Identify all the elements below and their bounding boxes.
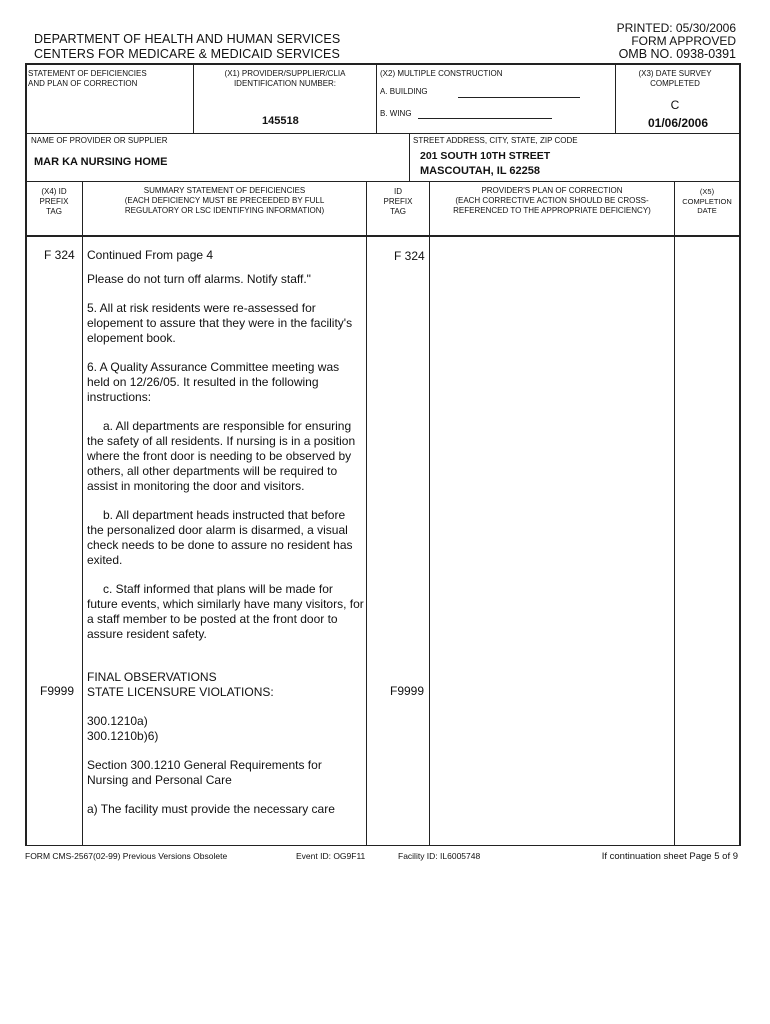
form-left-border (25, 63, 27, 846)
summary-statement-header: SUMMARY STATEMENT OF DEFICIENCIES (EACH DEFICIENCY MUST BE PRECEEDED BY FULL REGULATORY OR LSC IDENTIFYING INFORMATION) (124, 186, 325, 215)
survey-completed-date: 01/06/2006 (647, 116, 709, 130)
tag-f324-right: F 324 (394, 249, 425, 263)
printed-date: PRINTED: 05/30/2006 (616, 21, 736, 35)
building-underline (458, 97, 580, 98)
x2-wing-label: B. WING (380, 109, 412, 118)
agency-line-1: DEPARTMENT OF HEALTH AND HUMAN SERVICES (34, 32, 341, 46)
tag-f324-left: F 324 (44, 248, 75, 262)
plan-of-correction-header: PROVIDER'S PLAN OF CORRECTION (EACH CORRECTIVE ACTION SHOULD BE CROSS- REFERENCED TO THE APPROPRIATE DEFICIENCY) (453, 186, 651, 215)
wing-underline (418, 118, 552, 119)
x4-id-prefix-header: (X4) ID PREFIX TAG (39, 187, 69, 216)
provider-id-number: 145518 (262, 115, 299, 127)
form-approved: FORM APPROVED (631, 34, 736, 48)
regulation-ref-2: 300.1210b)6) (87, 729, 159, 743)
form-number: FORM CMS-2567(02-99) Previous Versions Obsolete (25, 851, 228, 861)
street-address: 201 SOUTH 10TH STREET (420, 150, 551, 162)
form-bottom-border (25, 845, 740, 846)
city-state-zip: MASCOUTAH, IL 62258 (420, 165, 541, 177)
continued-line: Continued From page 4 (87, 248, 214, 262)
column-divider-id (429, 181, 430, 845)
box1-divider-2 (376, 63, 377, 133)
column-divider-x4 (82, 181, 83, 845)
form-approval-block (617, 22, 736, 61)
tag-f9999-left: F9999 (40, 684, 75, 698)
state-licensure-violations: STATE LICENSURE VIOLATIONS: (87, 685, 274, 699)
event-id: Event ID: OG9F11 (296, 851, 366, 861)
statement-label: STATEMENT OF DEFICIENCIES AND PLAN OF CORRECTION (28, 69, 147, 88)
omb-number: OMB NO. 0938-0391 (618, 47, 736, 61)
requirement-a: a) The facility must provide the necessary care (87, 802, 335, 816)
agency-line-2: CENTERS FOR MEDICARE & MEDICAID SERVICES (34, 47, 340, 61)
form-top-border (25, 63, 740, 65)
box2-divider (409, 133, 410, 181)
column-divider-plan (674, 181, 675, 845)
facility-id: Facility ID: IL6005748 (398, 851, 481, 861)
address-label: STREET ADDRESS, CITY, STATE, ZIP CODE (413, 136, 578, 145)
alarm-notice: Please do not turn off alarms. Notify staff." (87, 272, 311, 286)
completion-date-header: (X5) COMPLETION DATE (682, 187, 732, 215)
column-header-bottom-border (25, 235, 740, 237)
item-6c: c. Staff informed that plans will be made for future events, which similarly have many visitors, for a staff member to be posted at the front door to assure resident safety. (87, 582, 364, 641)
form-right-border (739, 63, 741, 846)
id-prefix-header: ID PREFIX TAG (383, 187, 413, 216)
agency-name (34, 32, 340, 62)
item-6b: b. All department heads instructed that before the personalized door alarm is disarmed, a visual check needs to be done to assure no resident has exited. (87, 508, 353, 567)
item-6: 6. A Quality Assurance Committee meeting was held on 12/26/05. It resulted in the following instructions: (87, 360, 340, 404)
tag-f9999-right: F9999 (390, 684, 425, 698)
column-divider-summary (366, 181, 367, 845)
survey-code: C (670, 98, 680, 112)
item-6a: a. All departments are responsible for ensuring the safety of all residents. If nursing is in a position where the front door is needing to be observed by others, all other departments will be required to assist in monitoring the door and visitors. (87, 419, 356, 493)
continuation-sheet: If continuation sheet Page 5 of 9 (601, 851, 738, 862)
summary-statement-text (87, 248, 364, 817)
regulation-ref-1: 300.1210a) (87, 714, 148, 728)
final-observations: FINAL OBSERVATIONS (87, 670, 217, 684)
x2-building-label: A. BUILDING (380, 87, 428, 96)
x2-label: (X2) MULTIPLE CONSTRUCTION (380, 69, 503, 78)
x3-label: (X3) DATE SURVEY COMPLETED (638, 69, 712, 88)
section-heading: Section 300.1210 General Requirements for Nursing and Personal Care (87, 758, 322, 787)
box1-bottom-border (25, 133, 740, 134)
provider-name-label: NAME OF PROVIDER OR SUPPLIER (31, 136, 168, 145)
item-5: 5. All at risk residents were re-assessed for elopement to assure that they were in the facility's elopement book. (87, 301, 353, 345)
provider-name: MAR KA NURSING HOME (34, 156, 168, 168)
box2-bottom-border (25, 181, 740, 182)
x1-label: (X1) PROVIDER/SUPPLIER/CLIA IDENTIFICATION NUMBER: (224, 69, 346, 88)
